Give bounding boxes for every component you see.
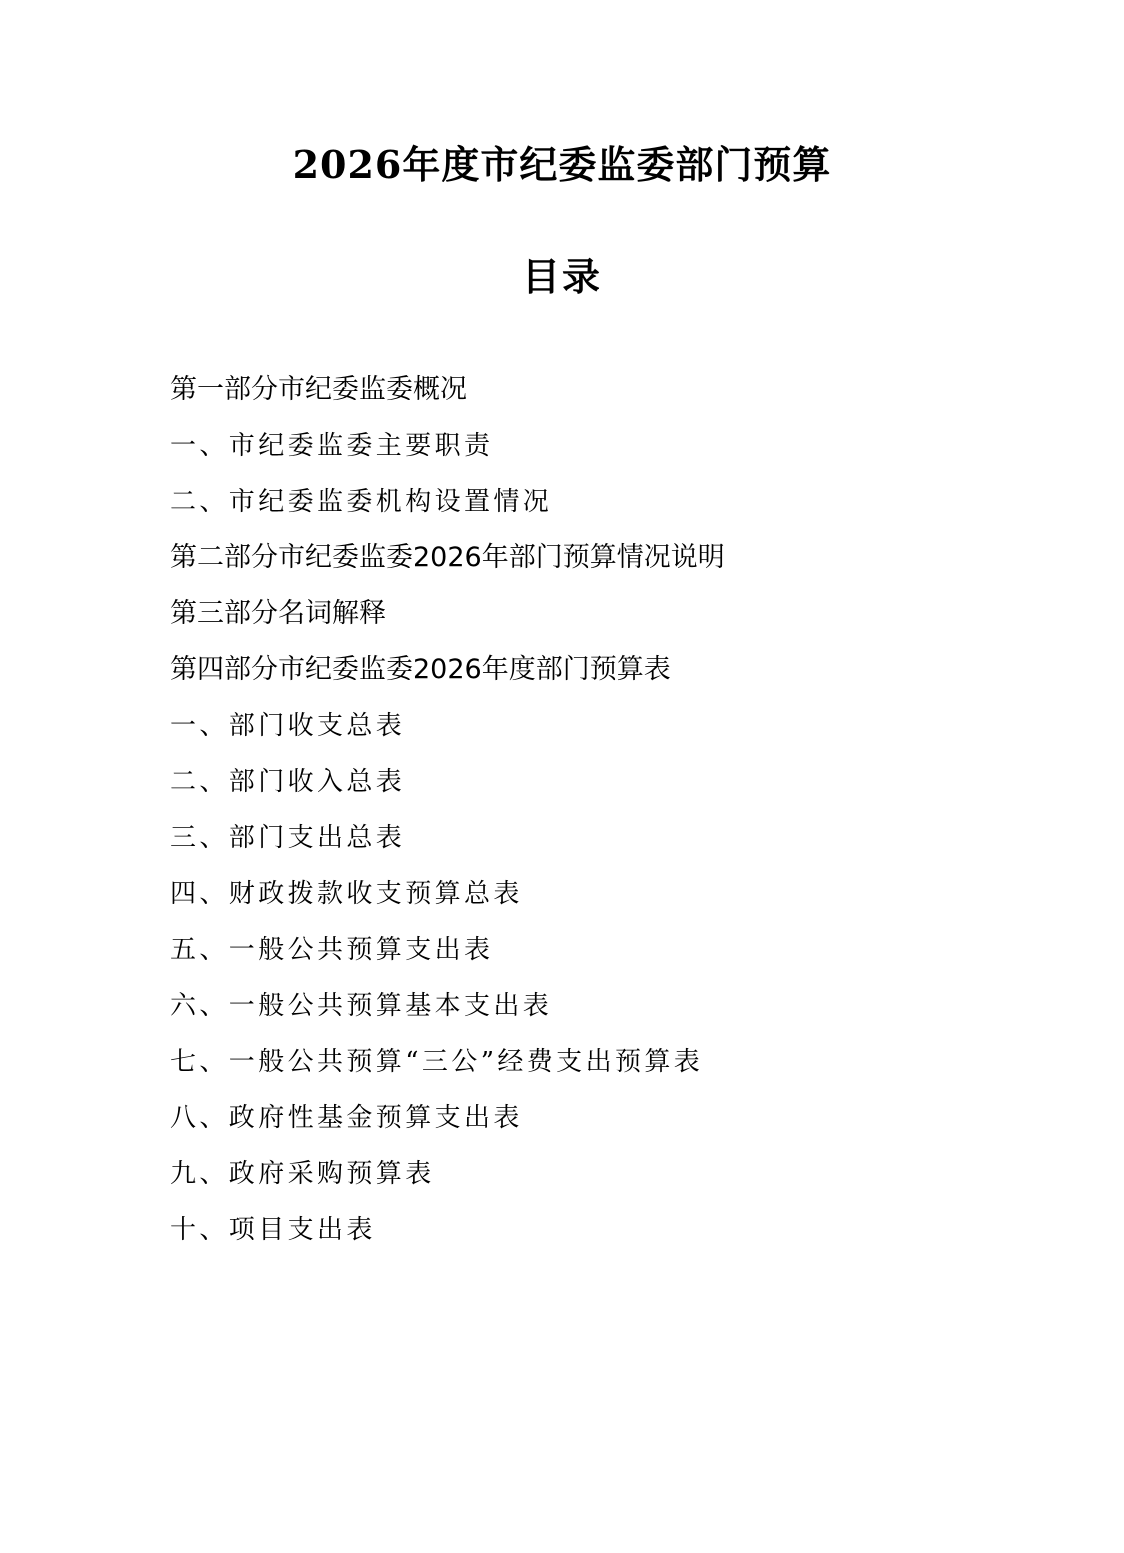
toc-entry: 二、部门收入总表 [170,767,406,797]
toc-entry: 一、部门收支总表 [170,711,406,741]
toc-entry: 一、市纪委监委主要职责 [170,431,494,461]
toc-entry: 四、财政拨款收支预算总表 [170,879,523,909]
toc-part-1: 第一部分市纪委监委概况 [170,374,467,405]
toc-part-4: 第四部分市纪委监委2026年度部门预算表 [170,654,671,685]
toc-entry: 五、一般公共预算支出表 [170,935,494,965]
toc-entry: 六、一般公共预算基本支出表 [170,991,553,1021]
toc-entry: 八、政府性基金预算支出表 [170,1103,523,1133]
toc-entry: 七、一般公共预算“三公”经费支出预算表 [170,1047,704,1077]
table-of-contents [170,362,1070,1258]
toc-entry: 三、部门支出总表 [170,823,406,853]
toc-part-3: 第三部分名词解释 [170,598,386,629]
toc-entry: 十、项目支出表 [170,1215,376,1245]
toc-part-2: 第二部分市纪委监委2026年部门预算情况说明 [170,542,725,573]
toc-entry: 九、政府采购预算表 [170,1159,435,1189]
document-title: 2026年度市纪委监委部门预算 [292,142,832,187]
toc-heading: 目录 [521,254,602,299]
toc-entry: 二、市纪委监委机构设置情况 [170,487,553,517]
